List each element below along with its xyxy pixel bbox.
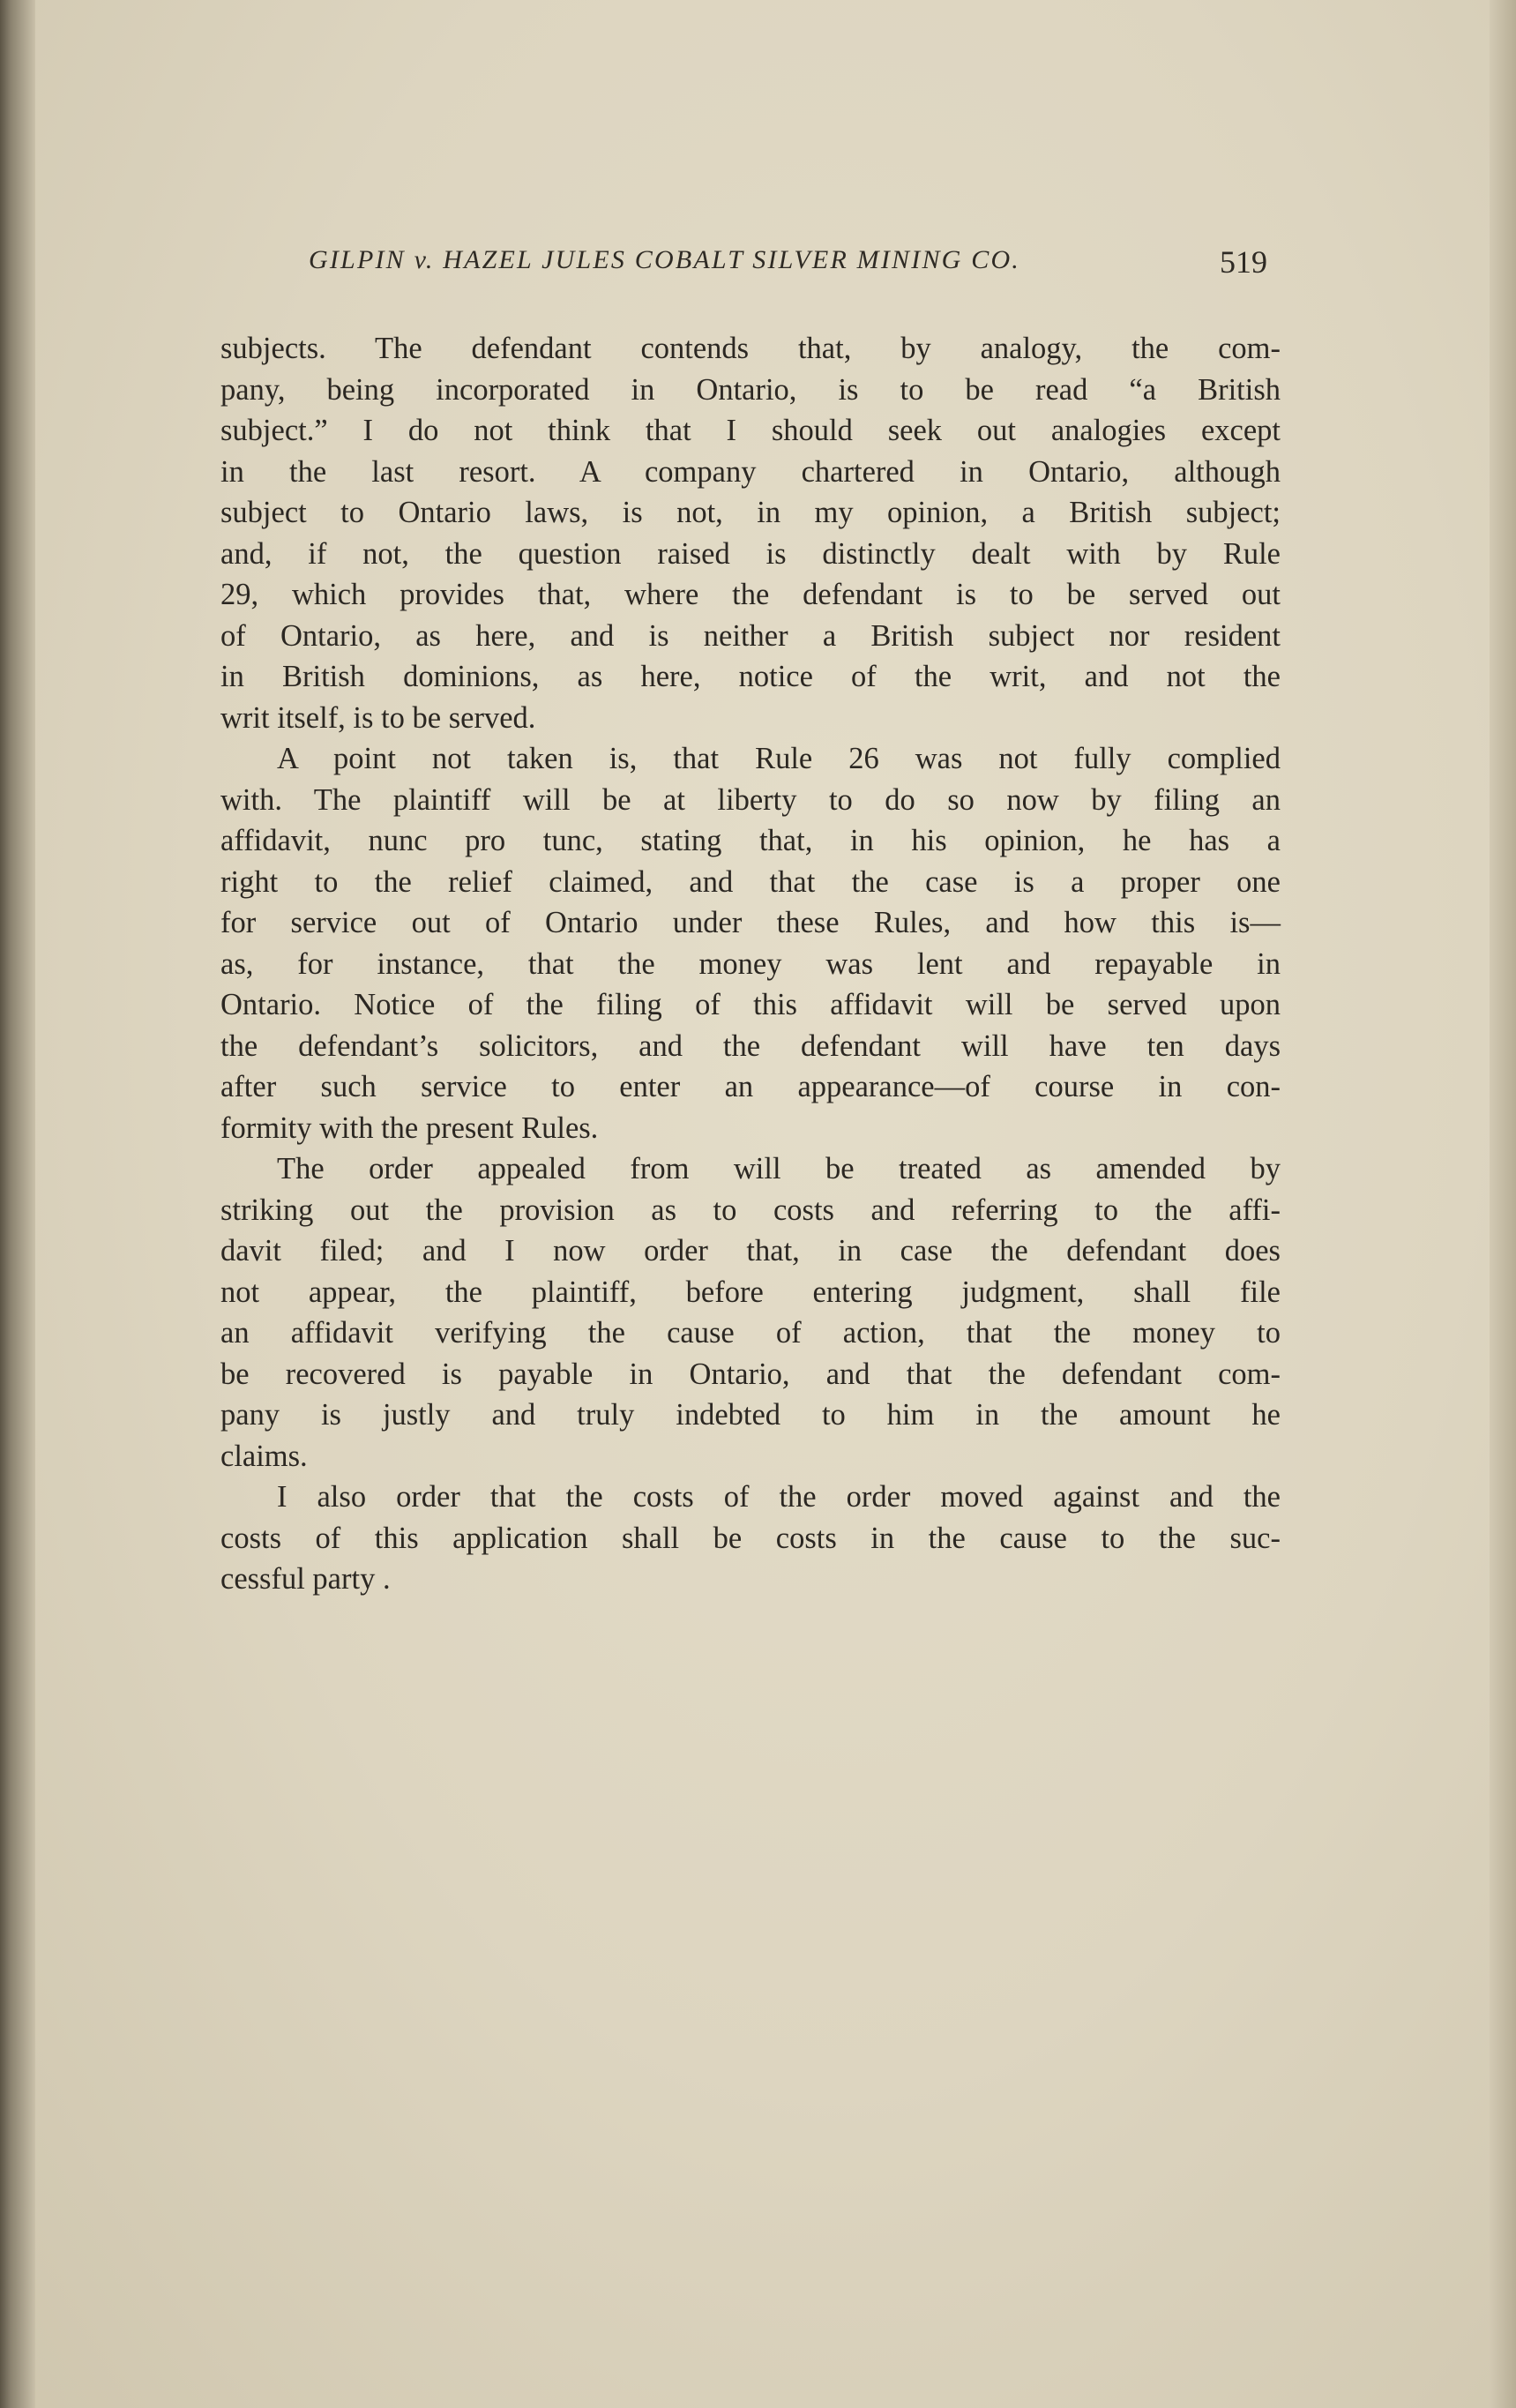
paragraph [220, 328, 1281, 738]
text-line: in the last resort. A company chartered in Ontario, although [220, 454, 1281, 489]
running-head [220, 238, 1279, 291]
text-line: The order appealed from will be treated as amended by [277, 1152, 1281, 1185]
paragraph [220, 1477, 1281, 1600]
page-right-edge [1490, 0, 1516, 2408]
text-line: pany is justly and truly indebted to him in the amount he [220, 1398, 1281, 1432]
text-line: an affidavit verifying the cause of action, that the money to [220, 1316, 1281, 1350]
text-line: in British dominions, as here, notice of the writ, and not the [220, 660, 1281, 693]
text-line: davit filed; and I now order that, in case the defendant does [220, 1234, 1281, 1268]
text-line: writ itself, is to be served. [220, 700, 536, 735]
text-line: right to the relief claimed, and that the case is a proper one [220, 864, 1281, 899]
text-line: formity with the present Rules. [220, 1111, 599, 1145]
running-head-title: GILPIN v. HAZEL JULES COBALT SILVER MINING CO. [309, 245, 1021, 274]
text-line: affidavit, nunc pro tunc, stating that, in his opinion, he has a [220, 824, 1281, 857]
text-line: with. The plaintiff will be at liberty to do so now by filing an [220, 782, 1281, 817]
text-line: of Ontario, as here, and is neither a British subject nor resident [220, 618, 1281, 653]
text-line: the defendant’s solicitors, and the defendant will have ten days [220, 1028, 1281, 1063]
text-line: pany, being incorporated in Ontario, is to be read “a British [220, 372, 1281, 407]
page-gutter-shadow [0, 0, 35, 2408]
text-line: after such service to enter an appearance—of course in con- [220, 1070, 1281, 1103]
text-line: be recovered is payable in Ontario, and that the defendant com- [220, 1357, 1281, 1391]
text-line: subject to Ontario laws, is not, in my opinion, a British subject; [220, 496, 1281, 529]
text-line: for service out of Ontario under these Rules, and how this is— [220, 906, 1281, 939]
text-line: as, for instance, that the money was lent and repayable in [220, 946, 1281, 981]
text-line: I also order that the costs of the order moved against and the [277, 1480, 1281, 1514]
text-line: claims. [220, 1439, 308, 1473]
text-line: striking out the provision as to costs and referring to the affi- [220, 1193, 1281, 1227]
text-line: subject.” I do not think that I should seek out analogies except [220, 414, 1281, 447]
text-line: Ontario. Notice of the filing of this affidavit will be served upon [220, 988, 1281, 1021]
paragraph [220, 1148, 1281, 1477]
text-line: not appear, the plaintiff, before entering judgment, shall file [220, 1275, 1281, 1309]
text-line: 29, which provides that, where the defendant is to be served out [220, 578, 1281, 611]
text-line: costs of this application shall be costs in the cause to the suc- [220, 1521, 1281, 1555]
text-line: and, if not, the question raised is distinctly dealt with by Rule [220, 536, 1281, 571]
text-line: subjects. The defendant contends that, by analogy, the com- [220, 332, 1281, 365]
page-number: 519 [1220, 244, 1267, 280]
text-line: cessful party . [220, 1562, 391, 1596]
text-line: A point not taken is, that Rule 26 was not fully complied [277, 742, 1281, 775]
paragraph [220, 738, 1281, 1148]
body-text [220, 328, 1281, 1600]
